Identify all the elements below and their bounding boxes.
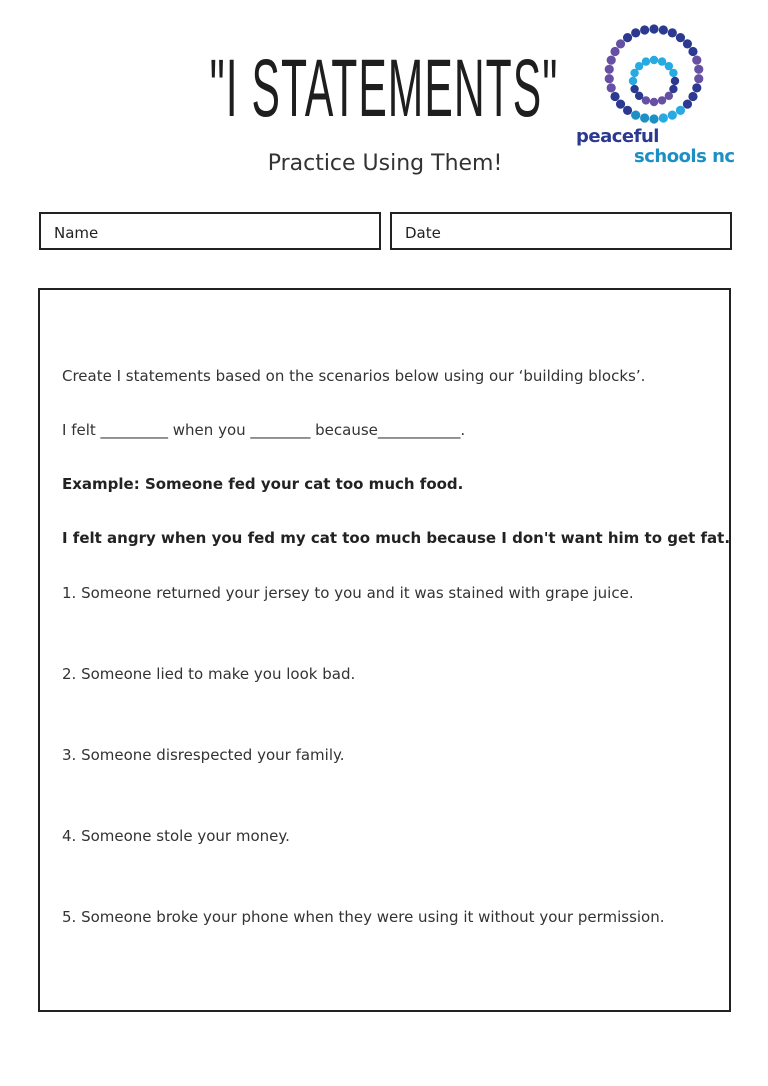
logo-dot (607, 55, 616, 64)
peaceful-schools-logo (572, 22, 735, 172)
example-scenario: Example: Someone fed your cat too much food. (62, 475, 464, 493)
logo-dot (688, 47, 697, 56)
logo-dot (605, 74, 614, 83)
logo-dot (640, 25, 649, 34)
logo-dot (692, 55, 701, 64)
logo-dot (676, 106, 685, 115)
name-field[interactable] (39, 212, 381, 250)
logo-dot (629, 77, 637, 85)
scenario-4: 4. Someone stole your money. (62, 827, 290, 845)
worksheet-box (38, 288, 731, 1012)
logo-dot (623, 33, 632, 42)
date-field[interactable] (390, 212, 732, 250)
logo-dot (610, 47, 619, 56)
scenario-1: 1. Someone returned your jersey to you and it was stained with grape juice. (62, 584, 634, 602)
logo-dot (668, 28, 677, 37)
logo-dot (688, 92, 697, 101)
logo-dot (669, 69, 677, 77)
logo-dot (607, 83, 616, 92)
scenario-2: 2. Someone lied to make you look bad. (62, 665, 356, 683)
scenario-3: 3. Someone disrespected your family. (62, 746, 345, 764)
page-subtitle: Practice Using Them! (267, 151, 503, 176)
logo-dot (668, 111, 677, 120)
logo-dot (640, 113, 649, 122)
logo-dot (616, 39, 625, 48)
logo-dot (616, 100, 625, 109)
statement-template: I felt _________ when you ________ because___________. (62, 421, 466, 439)
logo-dot (631, 28, 640, 37)
logo-dot (630, 85, 638, 93)
logo-dot (649, 114, 658, 123)
logo-dot (650, 56, 658, 64)
instructions: Create I statements based on the scenarios below using our ‘building blocks’. (62, 367, 646, 385)
logo-dot (610, 92, 619, 101)
logo-dot (659, 25, 668, 34)
logo-text-line2: schools nc (634, 146, 735, 167)
logo-dot (642, 57, 650, 65)
page-title: "I STATEMENTS" (209, 43, 559, 134)
logo-dot (671, 77, 679, 85)
logo-circles-icon (572, 22, 732, 127)
logo-dot (658, 96, 666, 104)
logo-dot (650, 98, 658, 106)
logo-dot (649, 24, 658, 33)
logo-dot (676, 33, 685, 42)
date-label: Date (405, 224, 441, 242)
name-label: Name (54, 224, 99, 242)
logo-text-line1: peaceful (576, 126, 659, 147)
scenario-5: 5. Someone broke your phone when they were using it without your permission. (62, 908, 665, 926)
logo-dot (659, 113, 668, 122)
logo-dot (692, 83, 701, 92)
example-answer: I felt angry when you fed my cat too much because I don't want him to get fat. (62, 529, 731, 547)
logo-dot (623, 106, 632, 115)
logo-dot (694, 65, 703, 74)
logo-dot (605, 65, 614, 74)
logo-dot (694, 74, 703, 83)
logo-dot (631, 111, 640, 120)
logo-dot (683, 100, 692, 109)
logo-dot (683, 39, 692, 48)
